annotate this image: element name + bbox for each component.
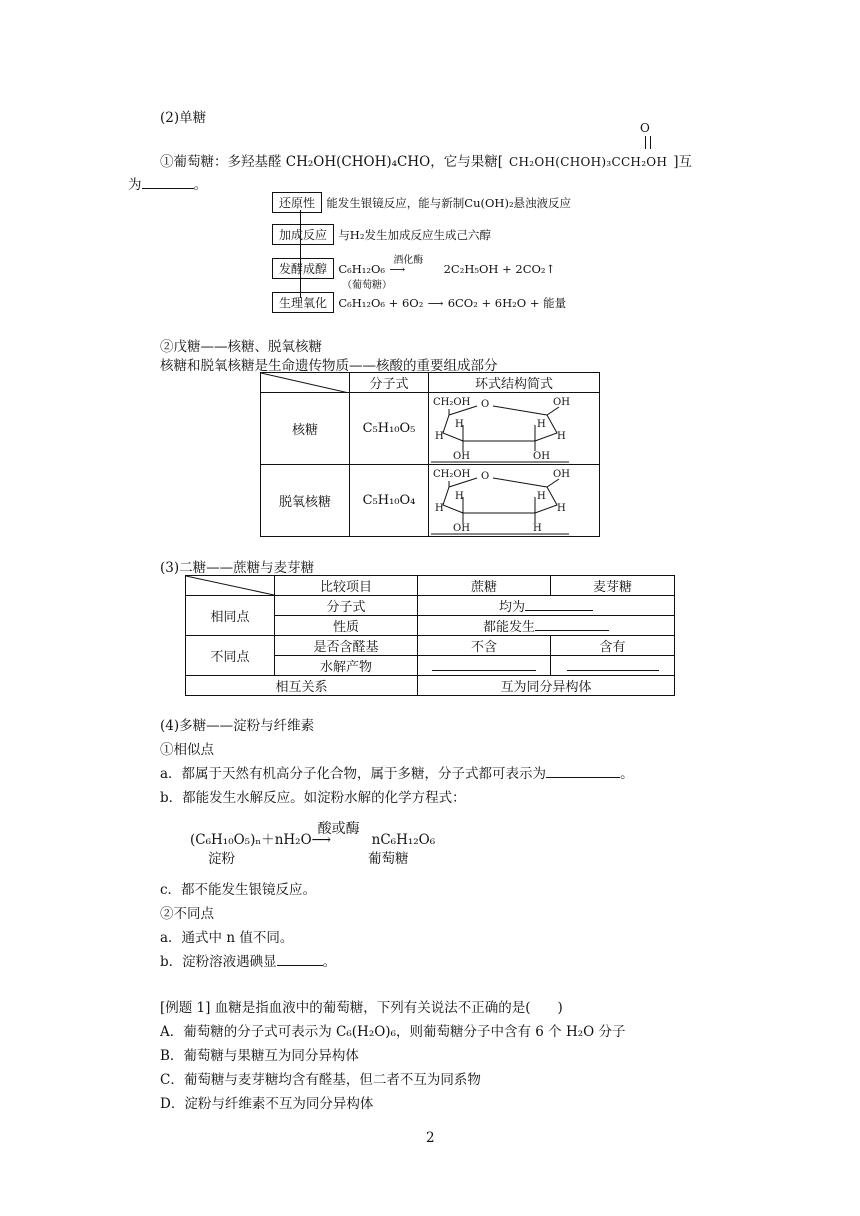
hydrolysis-equation	[190, 821, 436, 848]
pentose-desc: 核糖和脱氧核糖是生命遗传物质——核酸的重要组成部分	[160, 358, 498, 374]
option-c: C．葡萄糖与麦芽糖均含有醛基，但二者不互为同系物	[160, 1072, 481, 1088]
hydrolysis-sucrose-blank	[432, 656, 536, 671]
glucose-blank	[142, 174, 194, 189]
arrow-icon: ⟶	[427, 297, 444, 310]
diff-a: a．通式中 n 值不同。	[160, 930, 294, 946]
sec2-heading: (2)单糖	[160, 110, 207, 126]
similar-points: ①相似点	[160, 742, 214, 758]
hydrolysis-maltose-blank	[567, 656, 659, 671]
ribose-h-3: H	[435, 430, 444, 442]
same-item-formula: 分子式	[275, 596, 418, 616]
ribose-structure	[429, 395, 599, 463]
sec4-heading: (4)多糖——淀粉与纤维素	[160, 718, 315, 734]
eq-label-glucose: 葡萄糖	[368, 851, 409, 867]
flow-box-addition: 加成反应	[272, 224, 334, 245]
header-maltose: 麦芽糖	[551, 576, 675, 596]
deoxyribose-structure	[429, 467, 599, 535]
diagonal-header-2	[186, 576, 275, 596]
header-sucrose: 蔗糖	[418, 576, 551, 596]
diff-b	[160, 950, 336, 970]
flow-row-reduction	[272, 192, 571, 213]
diff-aldehyde-maltose: 含有	[551, 636, 675, 656]
similar-a-end: 。	[620, 766, 634, 782]
eq-condition: 酸或酶	[317, 821, 360, 837]
glucose-line-b: ]互	[673, 154, 692, 170]
property-flow-diagram	[272, 192, 612, 312]
ribose-h-4: H	[557, 430, 566, 442]
ribose-h-1: H	[455, 418, 464, 430]
eq-label-starch: 淀粉	[208, 851, 235, 867]
diff-hydrolysis-maltose	[551, 656, 675, 676]
ribose-oh-2: OH	[533, 450, 550, 462]
diff-item-hydrolysis: 水解产物	[275, 656, 418, 676]
flow-text-reduction: 能发生银镜反应，能与新制Cu(OH)₂悬浊液反应	[326, 196, 572, 210]
iodine-color-blank	[277, 951, 323, 966]
deoxyribose-structure-cell	[429, 465, 600, 537]
ribose-structure-cell	[429, 393, 600, 465]
glucose-line	[160, 150, 692, 170]
ribose-ring-o: O	[481, 398, 490, 410]
same-value-property-text: 都能发生	[482, 620, 535, 635]
fructose-formula: CH₂OH(CHOH)₃CCH₂OH	[508, 155, 668, 169]
similar-c: c．都不能发生银镜反应。	[160, 882, 317, 898]
flow-text-oxidation: C₆H₁₂O₆ + 6O₂	[338, 296, 424, 310]
same-value-formula	[418, 596, 675, 616]
same-label: 相同点	[186, 596, 275, 636]
row-formula-ribose: C₅H₁₀O₅	[350, 393, 429, 465]
arrow-icon: ⟶	[389, 263, 406, 276]
same-value-formula-text: 均为	[498, 600, 525, 615]
diagonal-line	[261, 373, 349, 393]
deoxyribose-ring-o: O	[481, 470, 490, 482]
header-compare-item: 比较项目	[275, 576, 418, 596]
fermentation-condition: 酒化酶	[393, 255, 424, 266]
similar-a	[160, 762, 634, 782]
example-stem: [例题 1] 血糖是指血液中的葡萄糖，下列有关说法不正确的是( )	[160, 1000, 563, 1016]
eq-arrow	[311, 821, 372, 848]
eq-right: nC₆H₁₂O₆	[371, 832, 436, 848]
same-value-property	[418, 616, 675, 636]
polysaccharide-formula-blank	[546, 763, 620, 778]
property-blank	[535, 616, 609, 631]
fructose-double-bond	[645, 136, 651, 149]
arrow-icon: ⟶	[311, 832, 331, 848]
ribose-oh-right: OH	[553, 396, 570, 408]
flow-text-addition: 与H₂发生加成反应生成己六醇	[338, 228, 491, 242]
diff-b-end: 。	[322, 954, 337, 970]
ribose-h-2: H	[537, 418, 546, 430]
flow-row-oxidation	[272, 292, 566, 313]
pentose-title: ②戊糖——核糖、脱氧核糖	[160, 339, 322, 355]
same-item-property: 性质	[275, 616, 418, 636]
oxidation-product: 6CO₂ + 6H₂O + 能量	[447, 296, 567, 310]
option-d: D．淀粉与纤维素不互为同分异构体	[160, 1096, 374, 1112]
similar-a-text: a．都属于天然有机高分子化合物，属于多糖，分子式都可表示为	[160, 766, 547, 782]
diff-points: ②不同点	[160, 906, 214, 922]
flow-text-fermentation: C₆H₁₂O₆	[338, 262, 386, 276]
diff-label: 不同点	[186, 636, 275, 676]
formula-blank	[525, 596, 593, 611]
deoxyribose-ch2oh: CH₂OH	[433, 468, 471, 480]
row-name-ribose: 核糖	[261, 393, 350, 465]
pentose-table	[260, 372, 600, 537]
fermentation-arrow	[389, 255, 439, 277]
glucose-line-a: ①葡萄糖：多羟基醛 CH₂OH(CHOH)₄CHO，它与果糖[	[160, 154, 503, 170]
deoxyribose-oh-1: OH	[453, 522, 470, 534]
deoxyribose-oh-right: OH	[553, 468, 570, 480]
deoxyribose-h-4: H	[557, 502, 566, 514]
glucose-line-c-end: 。	[193, 177, 207, 193]
diff-b-text: b．淀粉溶液遇碘显	[160, 954, 277, 970]
row-name-deoxyribose: 脱氧核糖	[261, 465, 350, 537]
deoxyribose-h-1: H	[455, 490, 464, 502]
diagonal-line-2	[186, 576, 274, 595]
flow-row-fermentation	[272, 255, 556, 279]
flow-box-oxidation: 生理氧化	[272, 292, 334, 313]
ribose-oh-1: OH	[453, 450, 470, 462]
deoxyribose-h-3: H	[435, 502, 444, 514]
diff-item-aldehyde: 是否含醛基	[275, 636, 418, 656]
similar-b: b．都能发生水解反应。如淀粉水解的化学方程式：	[160, 790, 466, 806]
option-a: A．葡萄糖的分子式可表示为 C₆(H₂O)₆，则葡萄糖分子中含有 6 个 H₂O 分子	[160, 1024, 626, 1040]
fructose-o: O	[640, 121, 650, 135]
diff-hydrolysis-sucrose	[418, 656, 551, 676]
diff-aldehyde-sucrose: 不含	[418, 636, 551, 656]
diagonal-header	[261, 373, 350, 393]
ribose-ring-bonds	[429, 395, 599, 465]
deoxyribose-h-5: H	[533, 522, 542, 534]
ribose-ch2oh: CH₂OH	[433, 396, 471, 408]
sec3-heading: (3)二糖——蔗糖与麦芽糖	[160, 560, 315, 576]
header-ring-structure: 环式结构简式	[429, 373, 600, 393]
deoxyribose-ring-bonds	[429, 467, 599, 537]
relation-label: 相互关系	[186, 676, 418, 696]
option-b: B．葡萄糖与果糖互为同分异构体	[160, 1048, 359, 1064]
header-formula: 分子式	[350, 373, 429, 393]
relation-value: 互为同分异构体	[418, 676, 675, 696]
disaccharide-table	[185, 575, 675, 696]
row-formula-deoxyribose: C₅H₁₀O₄	[350, 465, 429, 537]
flow-row-addition	[272, 224, 491, 245]
page-number: 2	[426, 1130, 435, 1146]
flow-box-fermentation: 发酵成醇	[272, 258, 334, 279]
eq-left: (C₆H₁₀O₅)ₙ＋nH₂O	[190, 832, 312, 848]
flow-box-reduction: 还原性	[272, 192, 322, 213]
deoxyribose-h-2: H	[537, 490, 546, 502]
fermentation-product: 2C₂H₅OH + 2CO₂↑	[443, 262, 556, 276]
glucose-line-c-text: 为	[128, 177, 142, 193]
fermentation-sub-label: （葡萄糖）	[342, 280, 392, 291]
glucose-line-c	[128, 173, 207, 193]
